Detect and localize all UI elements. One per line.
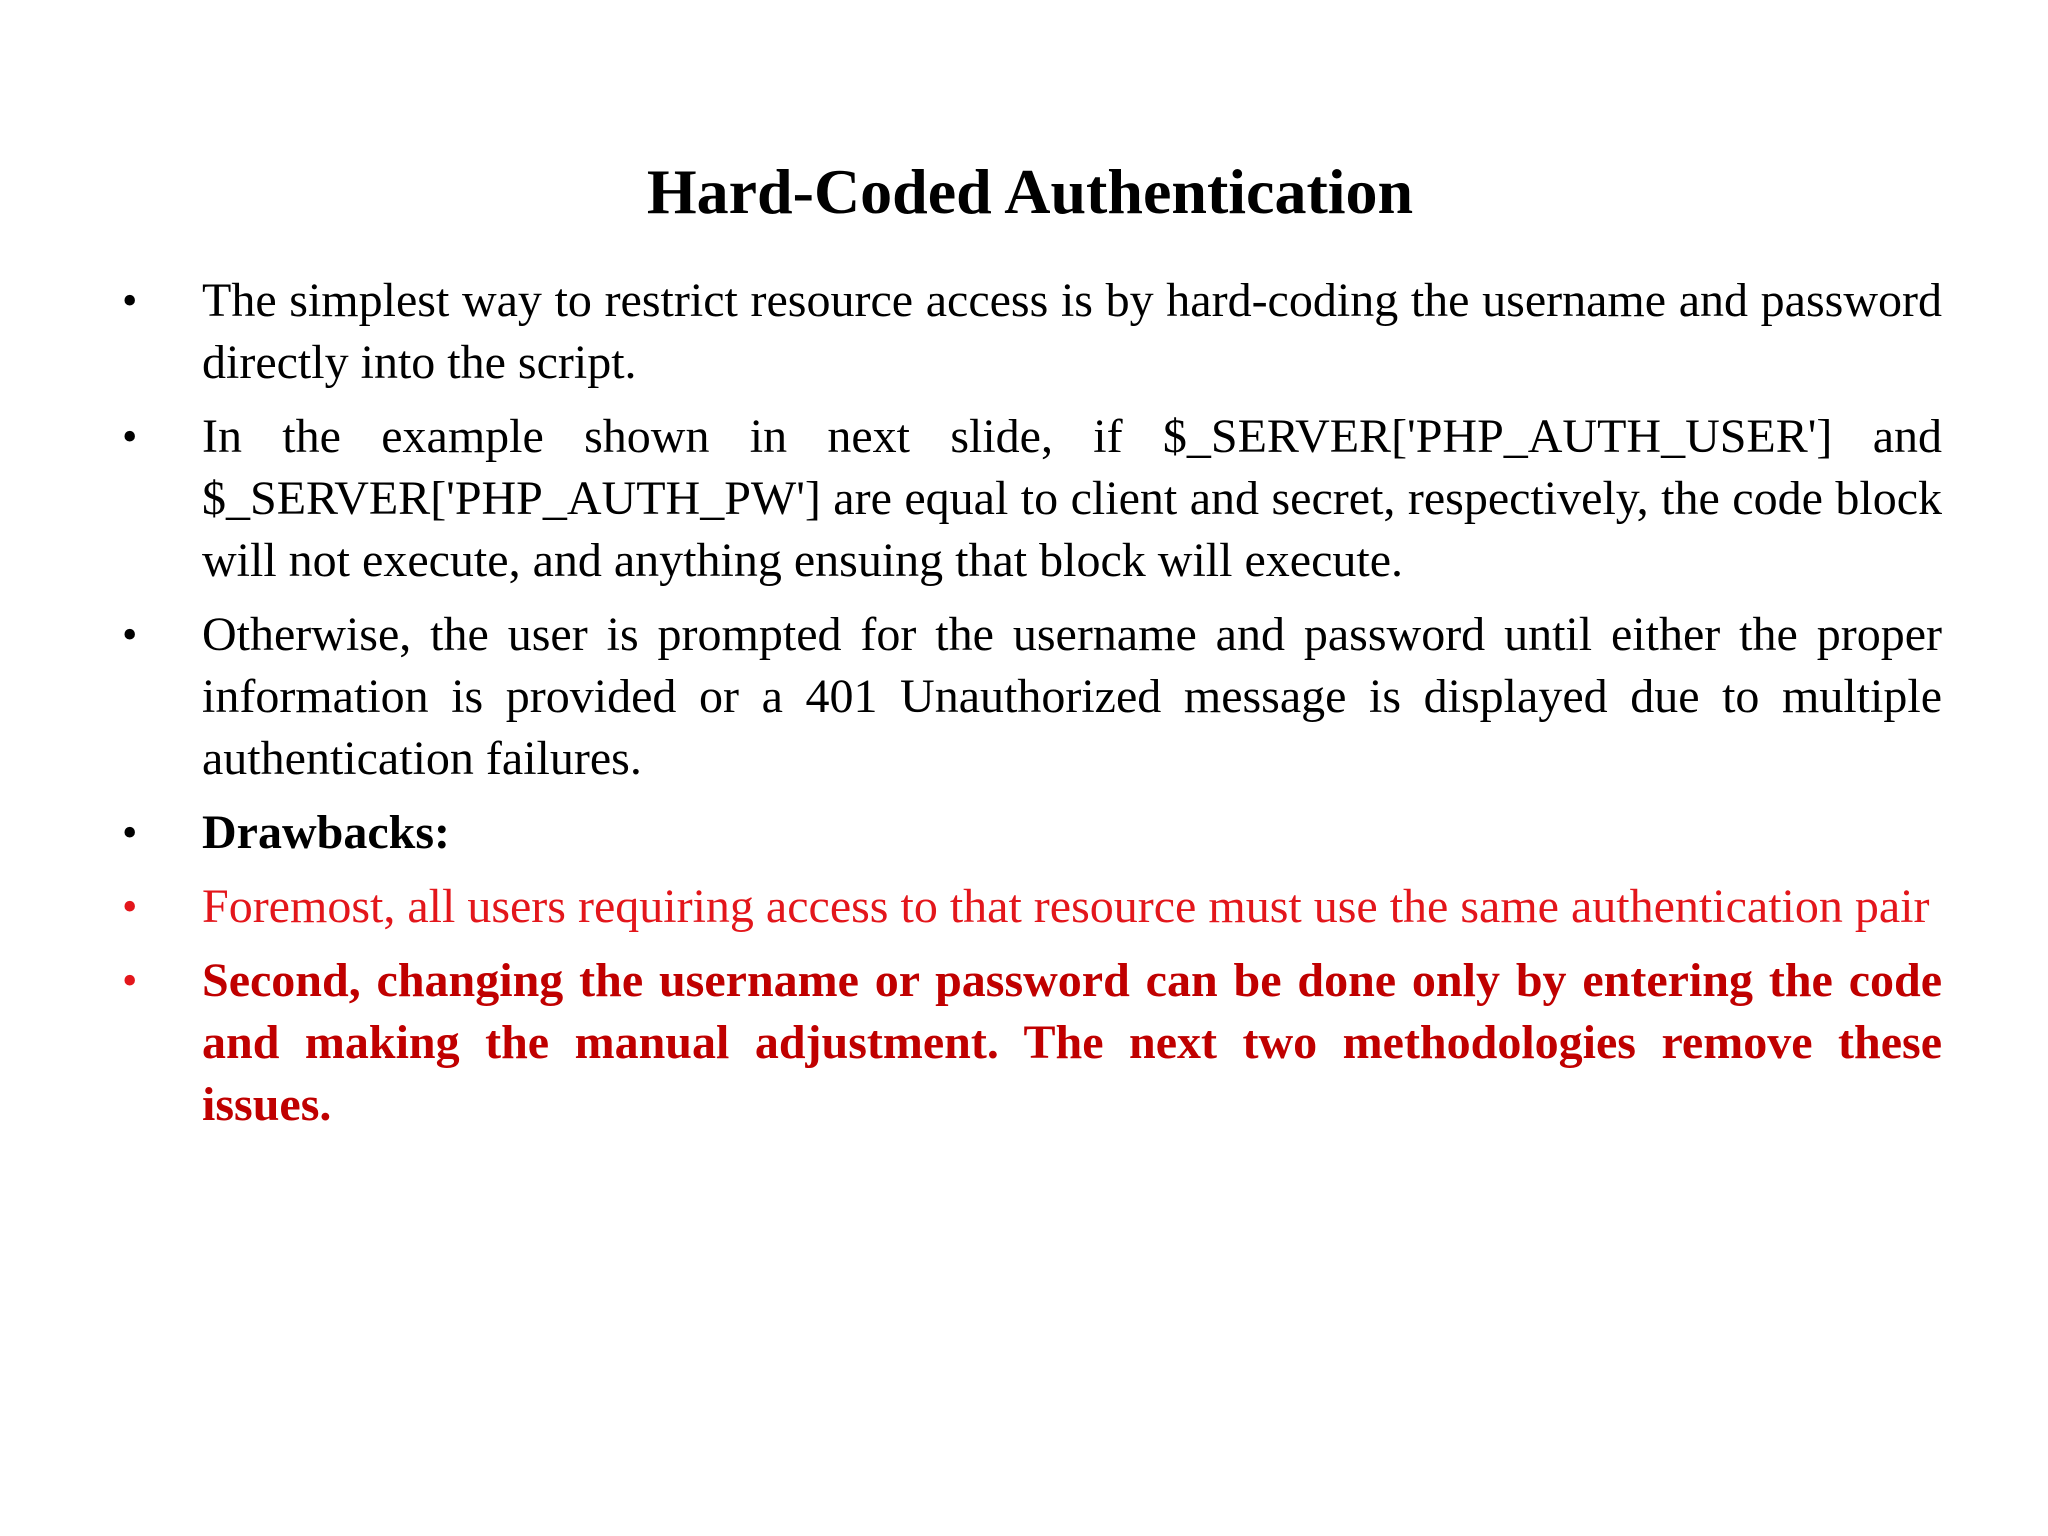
bullet-dot-icon: • [122, 808, 138, 857]
bullet-text: Otherwise, the user is prompted for the username and password until either the proper information is provided or a 401 Unauthorized message is displayed due to multiple authentication failures. [202, 608, 1942, 785]
bullet-item [0, 802, 1942, 864]
bullet-item [0, 270, 1942, 394]
bullet-dot-icon: • [122, 412, 138, 461]
bullet-text: Second, changing the username or password can be done only by entering the code and making the manual adjustment. The next two methodologies remove these issues. [202, 954, 1942, 1131]
bullet-item [0, 604, 1942, 790]
bullet-dot-icon: • [122, 610, 138, 659]
bullet-item [0, 950, 1942, 1136]
drawbacks-heading: Drawbacks: [202, 806, 450, 859]
bullet-dot-icon: • [122, 276, 138, 325]
bullet-list [0, 270, 2048, 1148]
bullet-dot-icon: • [122, 882, 138, 931]
bullet-item [0, 406, 1942, 592]
bullet-text: The simplest way to restrict resource access is by hard-coding the username and password directly into the script. [202, 274, 1942, 389]
bullet-item [0, 876, 1942, 938]
bullet-text: Foremost, all users requiring access to that resource must use the same authentication pair [202, 880, 1930, 933]
slide-title: Hard-Coded Authentication [646, 156, 1414, 227]
bullet-text: In the example shown in next slide, if $_SERVER['PHP_AUTH_USER'] and $_SERVER['PHP_AUTH_PW'] are equal to client and secret, respectively, the code block will not execute, and anything ensuing that block will execute. [202, 410, 1942, 587]
bullet-dot-icon: • [122, 956, 138, 1005]
